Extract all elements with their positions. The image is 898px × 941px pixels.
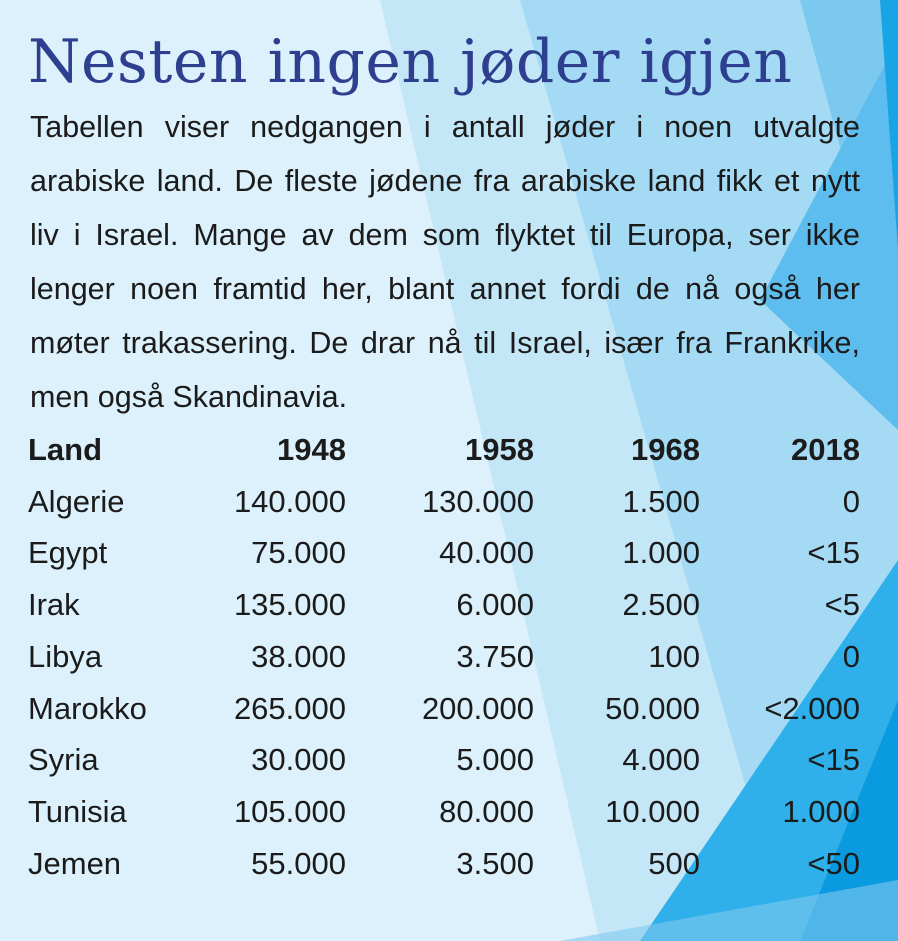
page-title: Nesten ingen jøder igjen: [28, 27, 793, 97]
header-row: [28, 424, 860, 476]
cell-country: Syria: [28, 742, 99, 778]
cell-2018: <15: [807, 742, 860, 778]
table-body: [28, 476, 860, 890]
table-row: [28, 838, 860, 890]
intro-text: Tabellen viser nedgangen i antall jøder i noen utvalgte arabiske land. De fleste jødene fra arabiske land fikk et nytt liv i Israel. Mange av dem som flyktet til Europa, ser ikke lenger noen framtid her, blant annet fordi de nå også her møter trakassering. De drar nå til Israel, især fra Frankrike, men også Skandinavia.: [30, 110, 860, 414]
header-1968: 1968: [631, 432, 700, 467]
cell-1968: 2.500: [622, 587, 700, 623]
header-2018: 2018: [791, 432, 860, 467]
cell-1968: 1.500: [622, 483, 700, 519]
cell-2018: <5: [824, 587, 860, 623]
cell-country: Jemen: [28, 845, 122, 881]
table-row: [28, 579, 860, 631]
cell-country: Irak: [28, 587, 80, 623]
cell-country: Marokko: [28, 690, 147, 726]
cell-1948: 55.000: [251, 845, 346, 881]
header-land: Land: [28, 432, 103, 467]
cell-1948: 38.000: [251, 638, 346, 674]
table-row: [28, 476, 860, 528]
table-row: [28, 631, 860, 683]
cell-1968: 4.000: [622, 742, 700, 778]
cell-1948: 30.000: [251, 742, 346, 778]
cell-country: Egypt: [28, 535, 108, 571]
cell-1958: 5.000: [456, 742, 534, 778]
cell-1948: 135.000: [233, 587, 346, 623]
cell-country: Tunisia: [28, 793, 127, 829]
cell-country: Libya: [28, 638, 103, 674]
cell-country: Algerie: [28, 483, 125, 519]
cell-2018: 1.000: [782, 793, 860, 829]
table-row: [28, 734, 860, 786]
cell-1958: 200.000: [421, 690, 534, 726]
table-row: [28, 683, 860, 735]
cell-1968: 500: [648, 845, 700, 881]
table-header: [28, 424, 860, 476]
cell-1968: 10.000: [605, 793, 700, 829]
cell-2018: 0: [842, 638, 860, 674]
table-row: [28, 786, 860, 838]
cell-1958: 3.750: [456, 638, 534, 674]
cell-1958: 80.000: [439, 793, 534, 829]
table-row: [28, 527, 860, 579]
cell-2018: <50: [807, 845, 860, 881]
header-1958: 1958: [465, 432, 534, 467]
cell-1958: 3.500: [456, 845, 534, 881]
header-1948: 1948: [277, 432, 346, 467]
cell-2018: <15: [807, 535, 860, 571]
cell-1968: 100: [648, 638, 700, 674]
cell-1948: 75.000: [251, 535, 346, 571]
cell-1948: 140.000: [233, 483, 346, 519]
cell-1958: 130.000: [421, 483, 534, 519]
cell-1968: 1.000: [622, 535, 700, 571]
cell-1948: 105.000: [233, 793, 346, 829]
cell-1958: 40.000: [439, 535, 534, 571]
cell-1968: 50.000: [605, 690, 700, 726]
cell-1958: 6.000: [456, 587, 534, 623]
population-table: [28, 424, 860, 889]
cell-2018: <2.000: [764, 690, 860, 726]
cell-1948: 265.000: [233, 690, 346, 726]
cell-2018: 0: [842, 483, 860, 519]
